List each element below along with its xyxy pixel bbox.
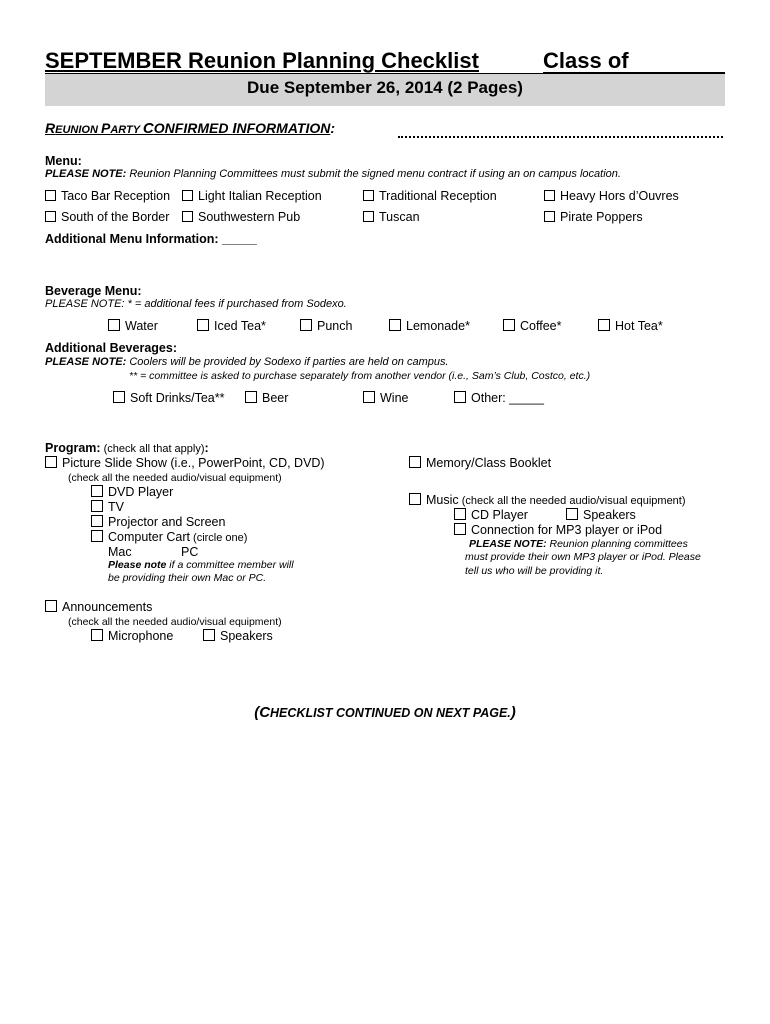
- heading-p-rest: ARTY: [110, 124, 143, 136]
- option-label: Microphone: [108, 629, 174, 643]
- class-of-text: Class of: [543, 48, 629, 73]
- heading-text: [45, 120, 330, 137]
- menu-label: Menu:: [45, 154, 82, 168]
- checkbox-icon[interactable]: [454, 508, 466, 520]
- announcements-av-hint: (check all the needed audio/visual equipment): [68, 616, 282, 628]
- program-option-announcements[interactable]: [45, 600, 152, 614]
- checkbox-icon[interactable]: [45, 456, 57, 468]
- program-label-text: Program:: [45, 441, 101, 455]
- checkbox-icon[interactable]: [197, 319, 209, 331]
- paren-close: ): [510, 704, 516, 721]
- section-heading: [45, 120, 335, 138]
- option-label: Projector and Screen: [108, 515, 226, 529]
- option-label: Tuscan: [379, 210, 420, 224]
- slideshow-option-projector[interactable]: [91, 515, 225, 529]
- additional-option-other[interactable]: [454, 391, 544, 405]
- option-label: South of the Border: [61, 210, 170, 224]
- checkbox-icon[interactable]: [45, 211, 56, 222]
- checkbox-icon[interactable]: [503, 319, 515, 331]
- checkbox-icon[interactable]: [544, 190, 555, 201]
- paren-open: (: [254, 704, 260, 721]
- menu-option-traditional[interactable]: [363, 189, 497, 203]
- beverage-option-hottea[interactable]: [598, 319, 663, 333]
- menu-option-pirate[interactable]: [544, 210, 643, 224]
- music-option-speakers[interactable]: [566, 508, 636, 522]
- beverage-note-coolers: [45, 356, 449, 368]
- checkbox-icon[interactable]: [566, 508, 578, 520]
- music-note-line3: tell us who will be providing it.: [465, 565, 604, 577]
- checkbox-icon[interactable]: [300, 319, 312, 331]
- music-option-mp3[interactable]: [454, 523, 662, 537]
- announcements-option-speakers[interactable]: [203, 629, 273, 643]
- menu-option-taco[interactable]: [45, 189, 170, 203]
- checkbox-icon[interactable]: [245, 391, 257, 403]
- option-label: Punch: [317, 319, 353, 333]
- option-label: Southwestern Pub: [198, 210, 301, 224]
- checkbox-icon[interactable]: [91, 485, 103, 497]
- checkbox-icon[interactable]: [363, 391, 375, 403]
- slideshow-option-computer-cart[interactable]: [91, 530, 247, 544]
- continued-c: C: [259, 704, 271, 721]
- slideshow-option-tv[interactable]: [91, 500, 124, 514]
- heading-r: R: [45, 120, 56, 136]
- program-hint: (check all that apply): [100, 443, 205, 455]
- option-label: Heavy Hors d’Ouvres: [560, 189, 679, 203]
- computer-option-pc[interactable]: PC: [181, 545, 199, 559]
- checkbox-icon[interactable]: [409, 493, 421, 505]
- checkbox-icon[interactable]: [203, 629, 215, 641]
- option-label: Memory/Class Booklet: [426, 456, 552, 470]
- option-label: Connection for MP3 player or iPod: [471, 523, 663, 537]
- checkbox-icon[interactable]: [363, 211, 374, 222]
- option-label: Beer: [262, 391, 289, 405]
- beverage-note: PLEASE NOTE: * = additional fees if purchased from Sodexo.: [45, 298, 347, 310]
- option-label: Soft Drinks/Tea**: [130, 391, 225, 405]
- computer-note-text: if a committee member will: [166, 559, 294, 571]
- beverage-option-water[interactable]: [108, 319, 158, 333]
- additional-menu-info[interactable]: Additional Menu Information: _____: [45, 232, 257, 246]
- slideshow-option-dvd[interactable]: [91, 485, 173, 499]
- checkbox-icon[interactable]: [113, 391, 125, 403]
- option-label: Other: _____: [471, 391, 544, 405]
- music-option-cd[interactable]: [454, 508, 528, 522]
- additional-option-softdrinks[interactable]: [113, 391, 224, 405]
- checkbox-icon[interactable]: [182, 211, 193, 222]
- option-label: Water: [125, 319, 158, 333]
- heading-i: I: [232, 120, 237, 137]
- option-label: CD Player: [471, 508, 528, 522]
- beverage-option-punch[interactable]: [300, 319, 352, 333]
- option-label: Music: [426, 493, 459, 507]
- checkbox-icon[interactable]: [409, 456, 421, 468]
- checkbox-icon[interactable]: [363, 190, 374, 201]
- checkbox-icon[interactable]: [182, 190, 193, 201]
- option-label: Speakers: [220, 629, 273, 643]
- heading-dotted-leader: [398, 136, 723, 138]
- option-label: Taco Bar Reception: [61, 189, 171, 203]
- option-label: DVD Player: [108, 485, 174, 499]
- option-label: Iced Tea*: [214, 319, 266, 333]
- menu-note-label: PLEASE NOTE:: [45, 168, 127, 180]
- heading-c-rest: ONFIRMED: [153, 120, 233, 136]
- class-of-label: [543, 48, 629, 74]
- music-note-text: Reunion planning committees: [546, 538, 688, 550]
- program-option-slideshow[interactable]: [45, 456, 325, 470]
- additional-beverages-label: Additional Beverages:: [45, 341, 177, 355]
- option-label: Hot Tea*: [615, 319, 663, 333]
- heading-c: C: [142, 120, 154, 137]
- option-label: TV: [108, 500, 124, 514]
- option-label: Speakers: [583, 508, 636, 522]
- beverage-option-lemonade[interactable]: [389, 319, 470, 333]
- program-option-music[interactable]: [409, 493, 686, 507]
- page-title: [45, 48, 479, 74]
- music-note: [469, 538, 688, 550]
- beverage-option-coffee[interactable]: [503, 319, 561, 333]
- coolers-note-text: Coolers will be provided by Sodexo if parties are held on campus.: [126, 356, 449, 368]
- menu-option-south[interactable]: [45, 210, 169, 224]
- option-label: Wine: [380, 391, 409, 405]
- checkbox-icon[interactable]: [108, 319, 120, 331]
- checkbox-icon[interactable]: [91, 629, 103, 641]
- option-label: Pirate Poppers: [560, 210, 643, 224]
- option-label: Announcements: [62, 600, 153, 614]
- heading-r-rest: EUNION: [55, 124, 101, 136]
- beverage-option-icedtea[interactable]: [197, 319, 266, 333]
- option-label: Traditional Reception: [379, 189, 497, 203]
- heading-colon: :: [330, 120, 336, 136]
- program-option-memory-booklet[interactable]: [409, 456, 551, 470]
- additional-option-wine[interactable]: [363, 391, 408, 405]
- menu-option-southwestern[interactable]: [182, 210, 300, 224]
- continued-notice: [0, 704, 770, 722]
- checkbox-icon[interactable]: [45, 190, 56, 201]
- heading-i-rest: NFORMATION: [236, 120, 331, 136]
- continued-rest: HECKLIST CONTINUED ON NEXT PAGE.: [270, 706, 511, 720]
- menu-option-hors[interactable]: [544, 189, 679, 203]
- title-text: SEPTEMBER Reunion Planning Checklist: [45, 48, 479, 73]
- option-label: Light Italian Reception: [198, 189, 322, 203]
- heading-p: P: [100, 120, 111, 136]
- checkbox-icon[interactable]: [45, 600, 57, 612]
- option-label: Coffee*: [520, 319, 562, 333]
- checkbox-icon[interactable]: [91, 500, 103, 512]
- music-hint: (check all the needed audio/visual equipment): [458, 495, 686, 507]
- checkbox-icon[interactable]: [598, 319, 610, 331]
- additional-option-beer[interactable]: [245, 391, 288, 405]
- announcements-option-microphone[interactable]: [91, 629, 173, 643]
- beverage-note-vendor: ** = committee is asked to purchase separately from another vendor (i.e., Sam’s Club, Costco, etc.): [129, 370, 591, 382]
- checkbox-icon[interactable]: [91, 515, 103, 527]
- computer-option-mac[interactable]: Mac: [108, 545, 132, 559]
- due-date: Due September 26, 2014 (2 Pages): [247, 78, 523, 97]
- music-note-line2: must provide their own MP3 player or iPod. Please: [465, 551, 701, 563]
- menu-option-tuscan[interactable]: [363, 210, 420, 224]
- program-label: [45, 441, 209, 455]
- option-label: Lemonade*: [406, 319, 470, 333]
- checkbox-icon[interactable]: [544, 211, 555, 222]
- computer-note-label: Please note: [108, 559, 167, 571]
- music-note-label: PLEASE NOTE:: [469, 538, 547, 550]
- checkbox-icon[interactable]: [91, 530, 103, 542]
- option-label: Picture Slide Show (i.e., PowerPoint, CD, DVD): [62, 456, 325, 470]
- menu-note-text: Reunion Planning Committees must submit the signed menu contract if using an on campus location.: [126, 168, 621, 180]
- checkbox-icon[interactable]: [389, 319, 401, 331]
- program-colon: :: [204, 441, 209, 455]
- circle-one-hint: (circle one): [189, 532, 248, 544]
- checkbox-icon[interactable]: [454, 523, 466, 535]
- computer-note: [108, 559, 294, 571]
- slideshow-av-hint: (check all the needed audio/visual equipment): [68, 472, 282, 484]
- coolers-note-label: PLEASE NOTE:: [45, 356, 127, 368]
- menu-option-italian[interactable]: [182, 189, 322, 203]
- computer-note-line2: be providing their own Mac or PC.: [108, 572, 267, 584]
- menu-note: [45, 168, 621, 180]
- beverage-label: Beverage Menu:: [45, 284, 142, 298]
- option-label: Computer Cart: [108, 530, 190, 544]
- checkbox-icon[interactable]: [454, 391, 466, 403]
